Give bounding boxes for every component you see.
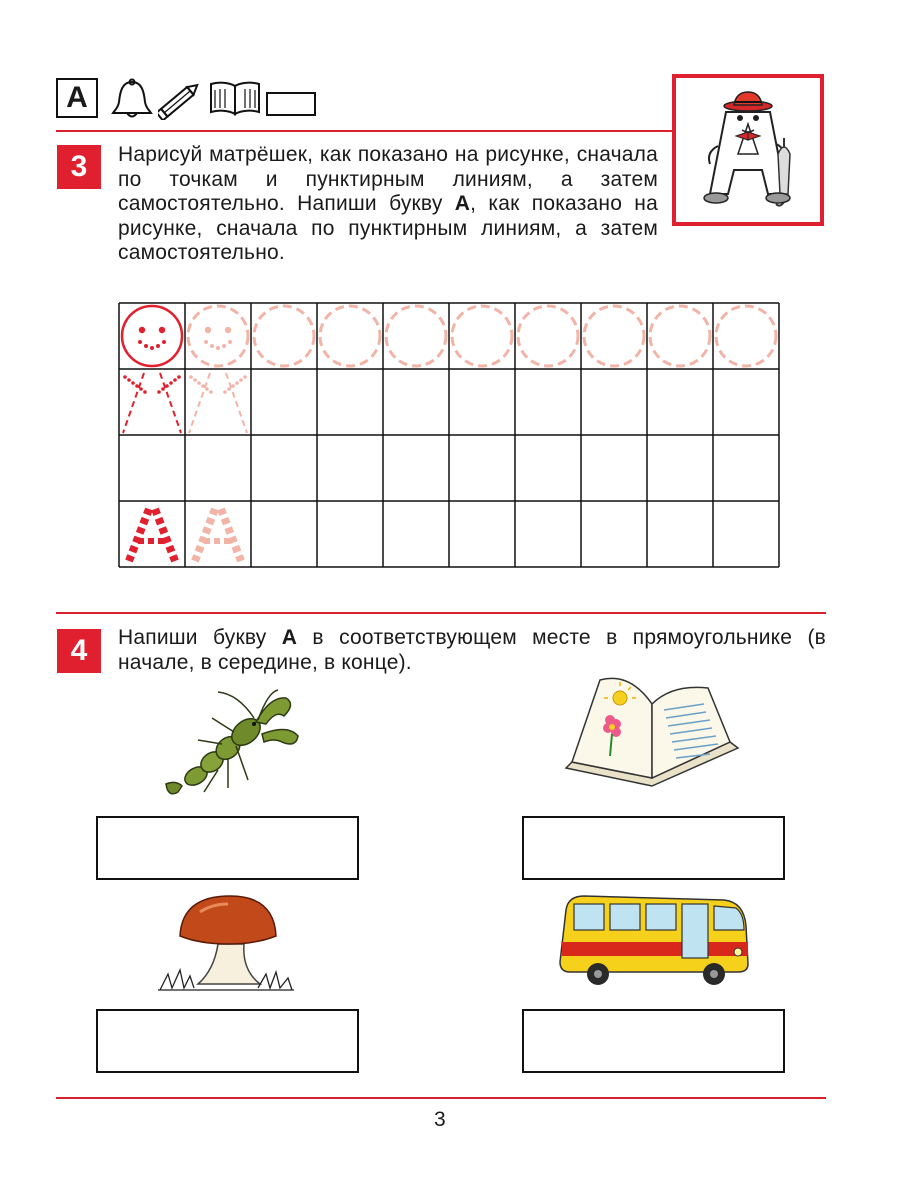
task-number-badge: 4 <box>57 629 101 673</box>
arm-dot <box>173 378 177 382</box>
answer-box-bus[interactable] <box>522 1009 785 1073</box>
answer-box-mushroom[interactable] <box>96 1009 359 1073</box>
arm-dot <box>189 375 193 379</box>
arm-dot <box>127 378 131 382</box>
matryoshka-head <box>650 306 710 366</box>
task-text-part: Нарисуй матрёшек, как показано на рисунке, сначала по точкам и пунктирным линиям, а затем самостоятельно. Напиши букву <box>118 143 658 215</box>
answer-box-crayfish[interactable] <box>96 816 359 880</box>
matryoshka-head <box>386 306 446 366</box>
matryoshka-head <box>716 306 776 366</box>
eye-dot <box>159 327 165 333</box>
crayfish-picture <box>158 688 304 806</box>
arm-dot <box>131 381 135 385</box>
task-number-badge: 3 <box>57 145 101 189</box>
mouth-dot <box>222 344 226 348</box>
arm-dot <box>231 384 235 388</box>
mouth-dot <box>138 340 142 344</box>
arm-dot <box>139 387 143 391</box>
eye-dot <box>205 327 211 333</box>
task-text-part: в соответствующем месте в прямоугольнике (в начале, в середине, в конце). <box>118 626 826 674</box>
matryoshka-head <box>122 306 182 366</box>
letter-stroke <box>195 509 215 561</box>
letter-box: А <box>56 78 98 118</box>
matryoshka-head <box>188 306 248 366</box>
arm-dot <box>209 390 213 394</box>
arm-dot <box>123 375 127 379</box>
task-letter: А <box>281 626 298 649</box>
mouth-dot <box>144 344 148 348</box>
matryoshka-head <box>452 306 512 366</box>
mouth-dot <box>162 340 166 344</box>
arm-dot <box>201 384 205 388</box>
blank-box <box>266 92 316 116</box>
matryoshka-head <box>254 306 314 366</box>
pencil-icon <box>158 80 204 120</box>
book-picture <box>560 668 744 806</box>
divider-middle <box>56 612 826 614</box>
arm-dot <box>169 381 173 385</box>
bus-picture <box>554 890 752 990</box>
matryoshka-head <box>320 306 380 366</box>
matryoshka-tracing-grid[interactable] <box>118 302 780 568</box>
divider-bottom <box>56 1097 826 1099</box>
arm-dot <box>239 378 243 382</box>
mushroom-picture <box>156 890 296 1000</box>
arm-dot <box>243 375 247 379</box>
arm-dot <box>177 375 181 379</box>
letter-stroke <box>221 509 241 561</box>
matryoshka-head <box>584 306 644 366</box>
mouth-dot <box>150 346 154 350</box>
arm-dot <box>135 384 139 388</box>
arm-dot <box>193 378 197 382</box>
arm-dot <box>235 381 239 385</box>
open-book-icon <box>208 80 262 118</box>
arm-dot <box>223 390 227 394</box>
mouth-dot <box>228 340 232 344</box>
arm-dot <box>161 387 165 391</box>
matryoshka-head <box>518 306 578 366</box>
grid-lines <box>119 303 779 567</box>
eye-dot <box>139 327 145 333</box>
divider-top <box>56 130 674 132</box>
task-letter: А <box>454 192 471 215</box>
task-text-part: , как показано на рисунке, сначала по пунктирным линиям, а затем самостоятельно. <box>118 192 658 264</box>
mouth-dot <box>204 340 208 344</box>
arm-dot <box>143 390 147 394</box>
letter-a-character-illustration <box>672 74 824 226</box>
mouth-dot <box>216 346 220 350</box>
arm-dot <box>165 384 169 388</box>
task-text-part: Напиши букву <box>118 626 282 649</box>
page-number: 3 <box>434 1108 446 1131</box>
mouth-dot <box>210 344 214 348</box>
letter-stroke <box>155 509 175 561</box>
answer-box-book[interactable] <box>522 816 785 880</box>
mouth-dot <box>156 344 160 348</box>
arm-dot <box>157 390 161 394</box>
arm-dot <box>205 387 209 391</box>
eye-dot <box>225 327 231 333</box>
letter-stroke <box>129 509 149 561</box>
arm-dot <box>197 381 201 385</box>
bell-icon <box>110 78 154 120</box>
arm-dot <box>227 387 231 391</box>
task-instructions <box>118 143 658 266</box>
